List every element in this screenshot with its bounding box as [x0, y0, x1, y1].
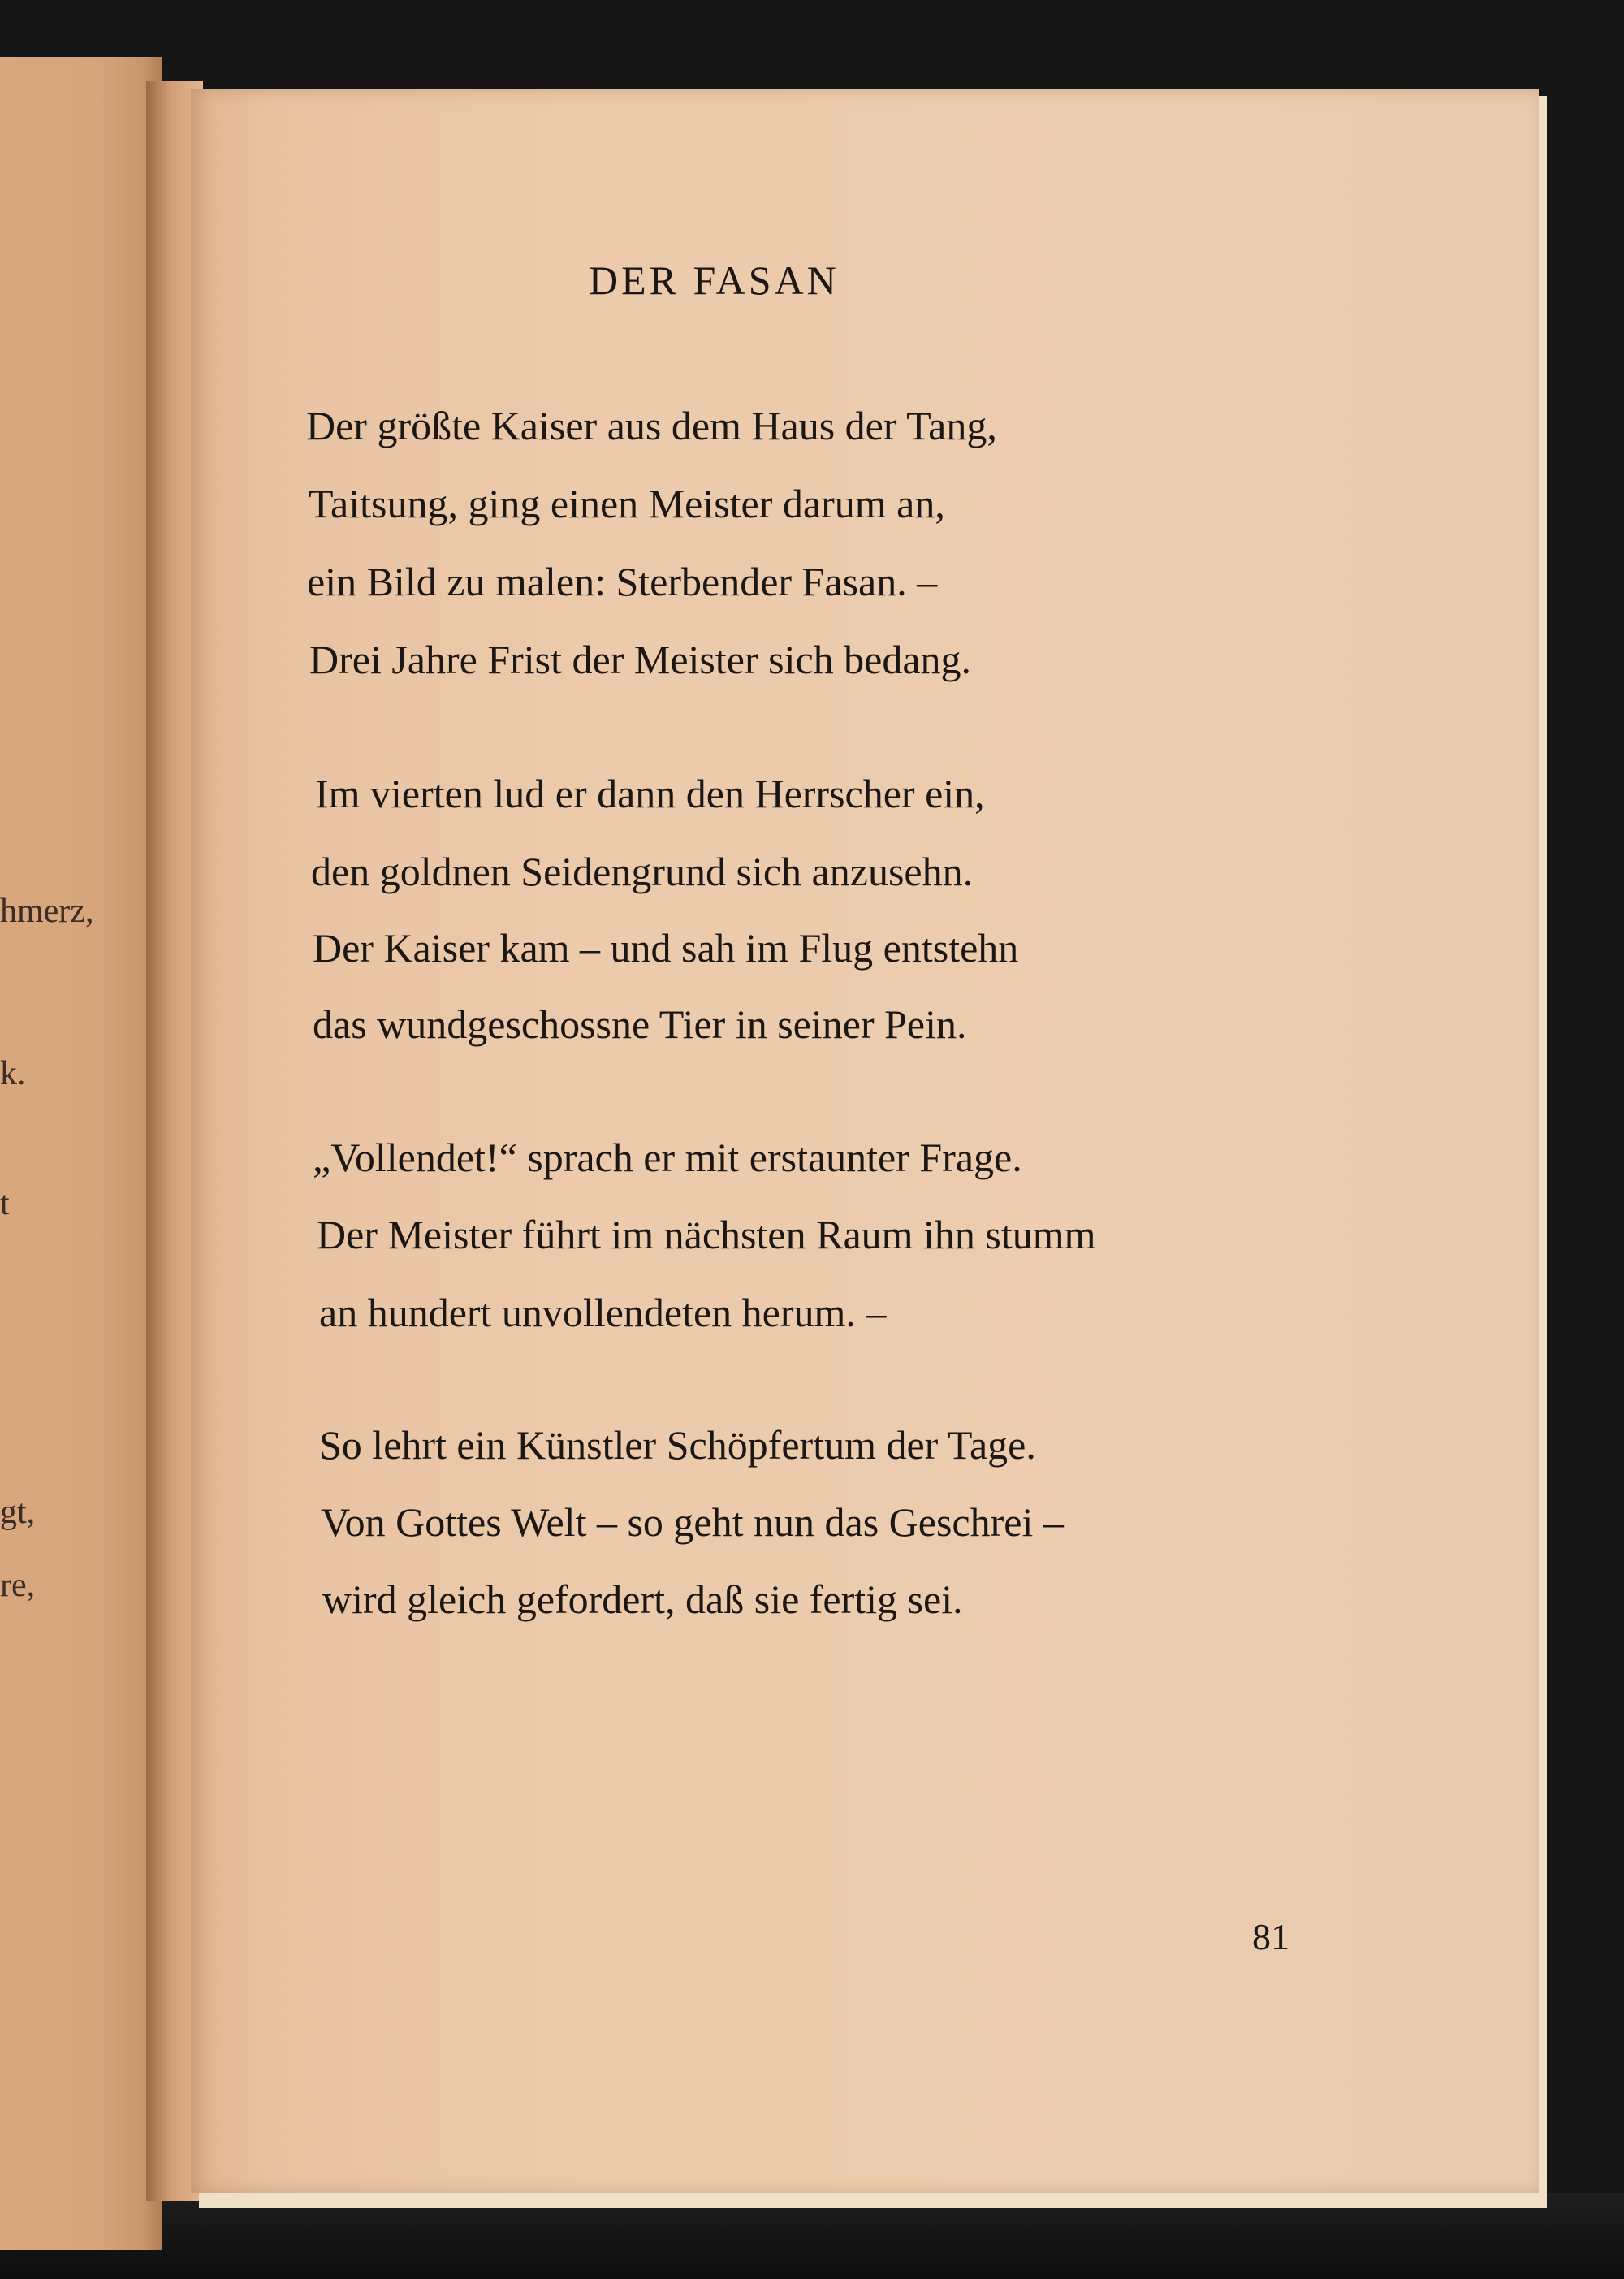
- verse-line: „Vollendet!“ sprach er mit erstaunter Frage.: [313, 1135, 1022, 1180]
- verse-line: Der größte Kaiser aus dem Haus der Tang,: [306, 403, 997, 448]
- verse-line: wird gleich gefordert, daß sie fertig sei.: [322, 1576, 963, 1622]
- verse-line: Taitsung, ging einen Meister darum an,: [309, 481, 945, 526]
- verse-line: Drei Jahre Frist der Meister sich bedang.: [309, 637, 972, 682]
- verse-line: den goldnen Seidengrund sich anzusehn.: [311, 849, 974, 894]
- verse-line: an hundert unvollendeten herum. –: [319, 1290, 887, 1335]
- left-page-fragment: k.: [0, 1055, 26, 1092]
- verse-line: Von Gottes Welt – so geht nun das Geschrei –: [321, 1499, 1064, 1545]
- verse-line: das wundgeschossne Tier in seiner Pein.: [313, 1001, 967, 1047]
- verse-line: Der Meister führt im nächsten Raum ihn stumm: [317, 1212, 1096, 1257]
- poem-title: DER FASAN: [589, 257, 840, 303]
- left-page: [0, 57, 162, 2250]
- verse-line: Im vierten lud er dann den Herrscher ein,: [315, 771, 985, 816]
- verse-line: So lehrt ein Künstler Schöpfertum der Tage.: [319, 1422, 1036, 1468]
- left-page-fragment: t: [0, 1185, 10, 1222]
- right-page: [191, 89, 1539, 2193]
- verse-line: Der Kaiser kam – und sah im Flug entstehn: [313, 925, 1019, 971]
- left-page-fragment: hmerz,: [0, 893, 94, 930]
- left-page-fragment: re,: [0, 1567, 36, 1604]
- left-page-fragment: gt,: [0, 1494, 36, 1531]
- verse-line: ein Bild zu malen: Sterbender Fasan. –: [307, 559, 938, 604]
- page-number: 81: [1252, 1916, 1289, 1957]
